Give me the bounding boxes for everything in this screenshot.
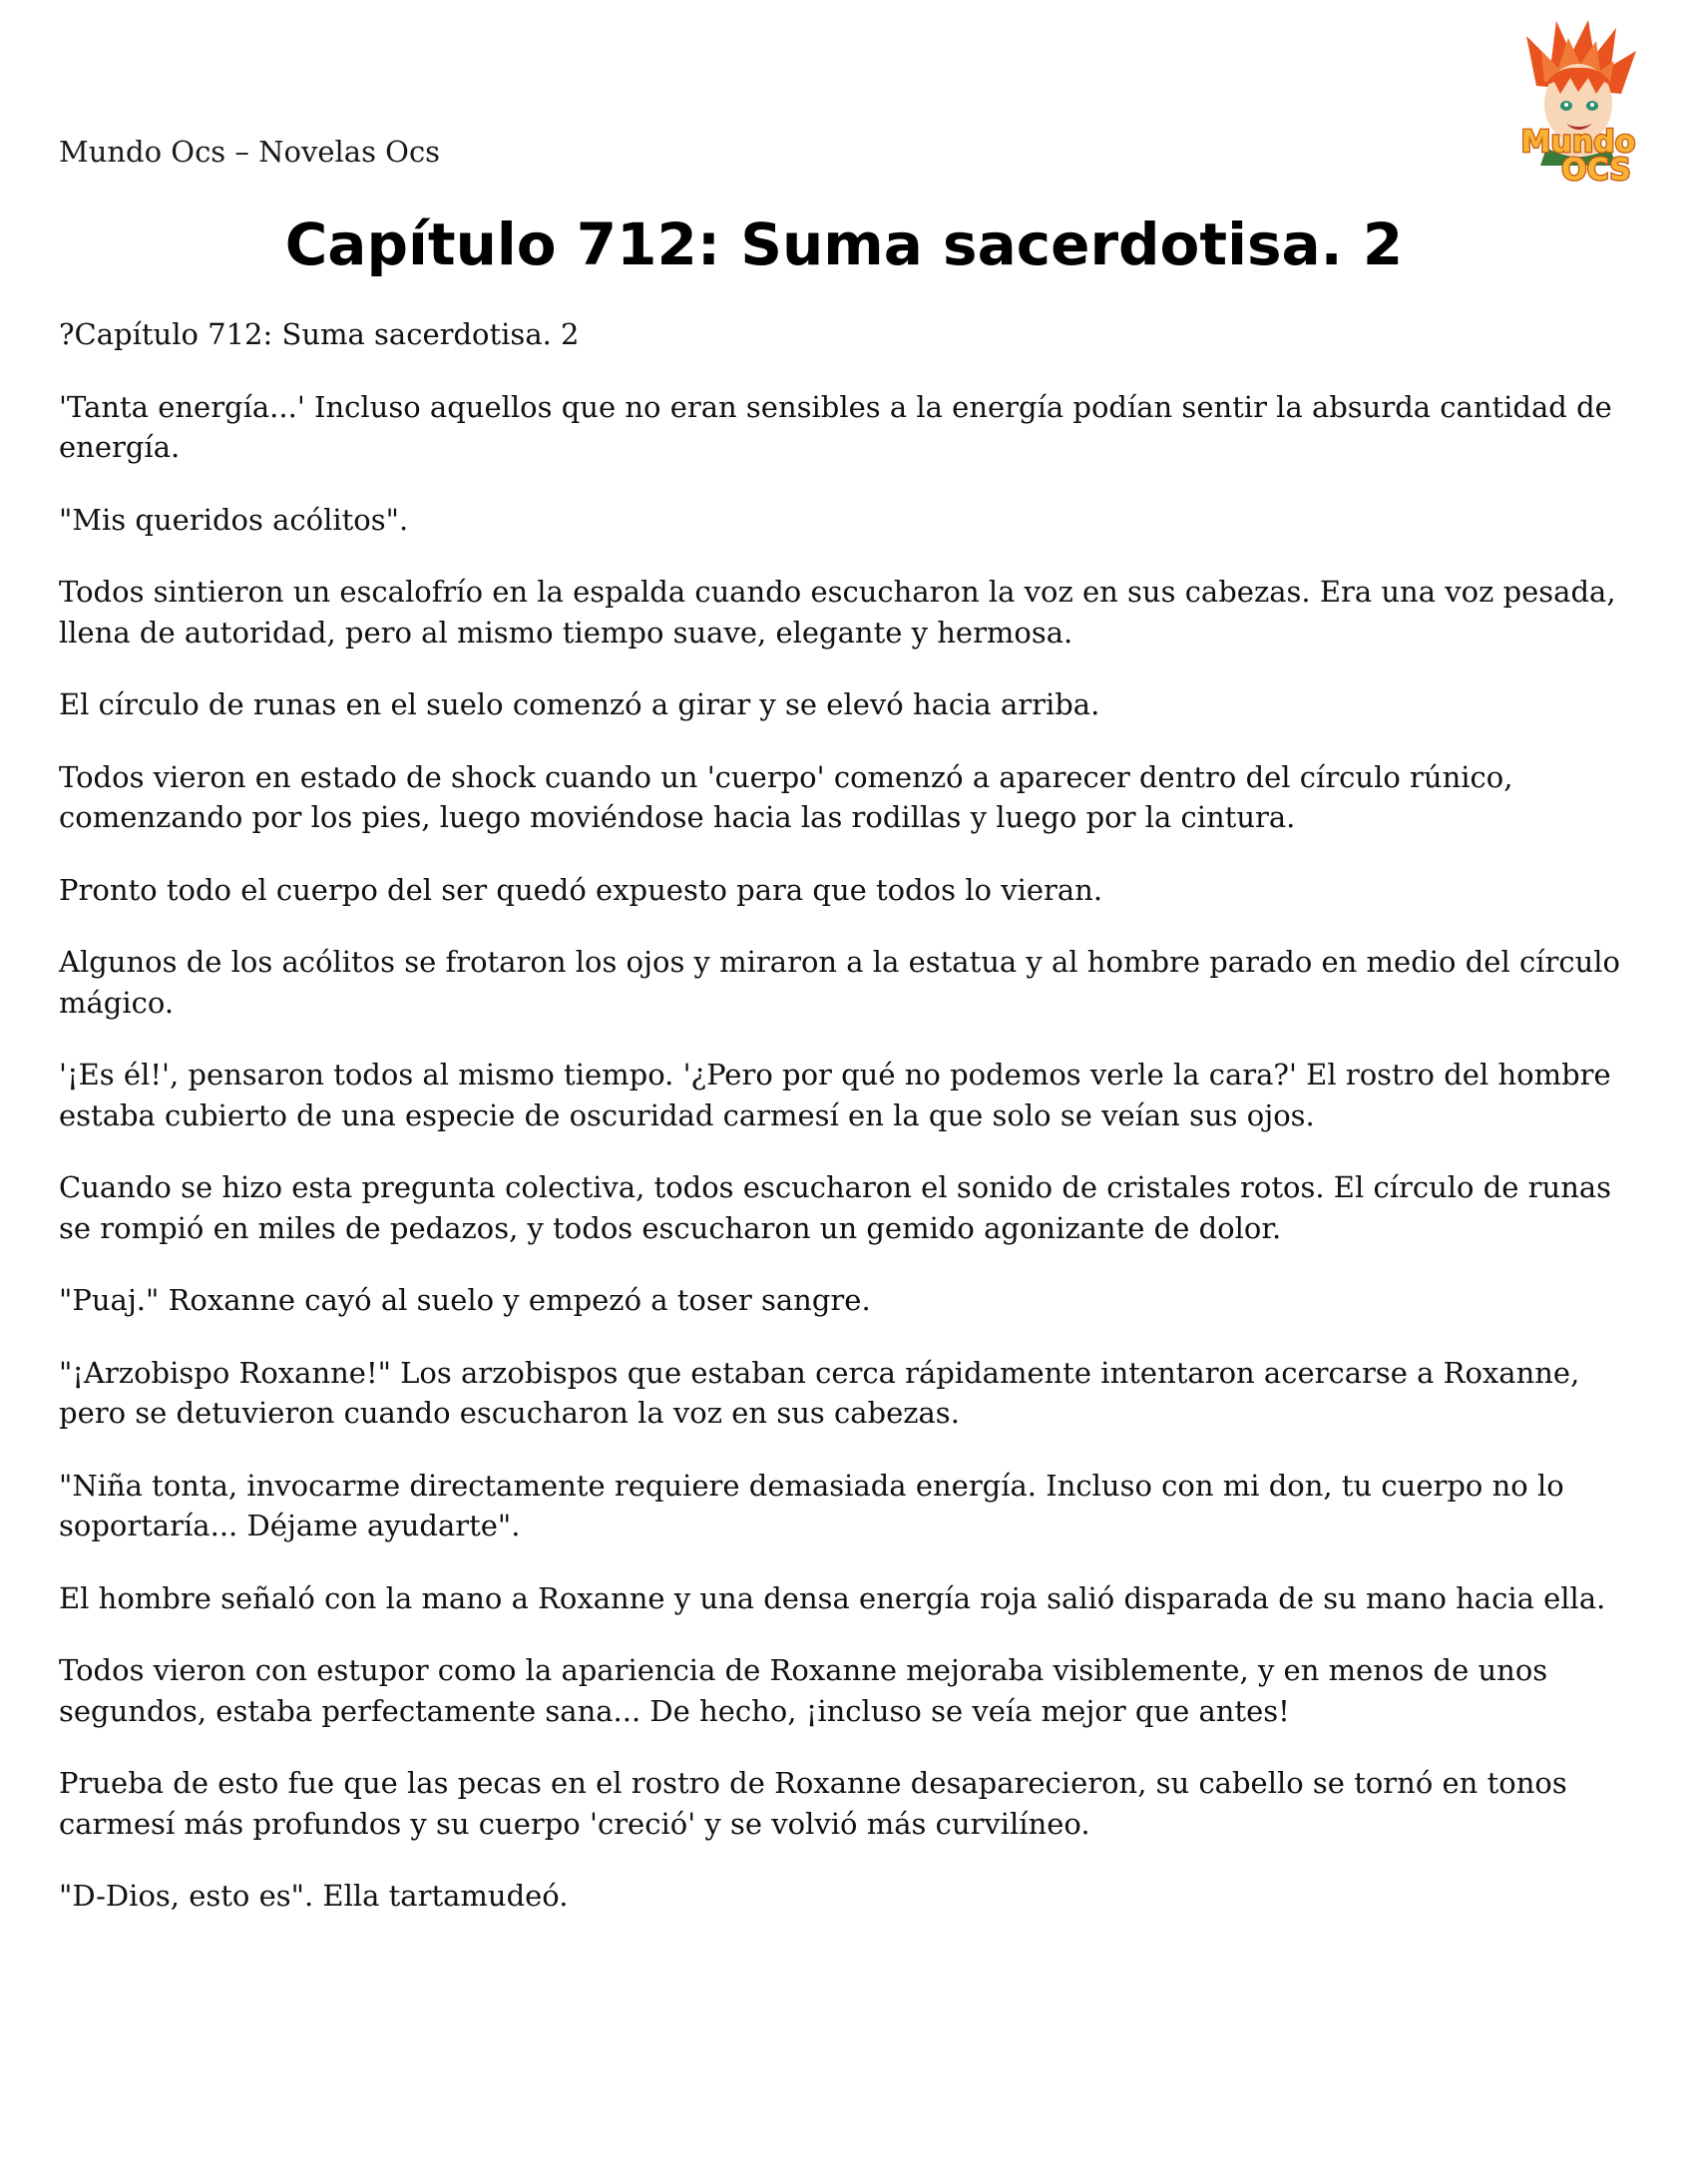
paragraph: Prueba de esto fue que las pecas en el rostro de Roxanne desaparecieron, su cabello se tornó en tonos carmesí más profundos y su cuerpo 'creció' y se volvió más curvilíneo. bbox=[59, 1766, 1567, 1841]
paragraph: Cuando se hizo esta pregunta colectiva, todos escucharon el sonido de cristales rotos. El círculo de runas se rompió en miles de pedazos, y todos escucharon un gemido agonizante de dolor. bbox=[59, 1170, 1612, 1245]
paragraph: ?Capítulo 712: Suma sacerdotisa. 2 bbox=[59, 317, 580, 351]
chapter-body bbox=[59, 314, 1645, 1949]
chapter-title: Capítulo 712: Suma sacerdotisa. 2 bbox=[284, 211, 1404, 278]
svg-text:OCS: OCS bbox=[1561, 153, 1631, 186]
paragraph: "Niña tonta, invocarme directamente requiere demasiada energía. Incluso con mi don, tu cuerpo no lo soportaría... Déjame ayudarte". bbox=[59, 1468, 1564, 1542]
paragraph: El círculo de runas en el suelo comenzó a girar y se elevó hacia arriba. bbox=[59, 687, 1100, 721]
paragraph: 'Tanta energía...' Incluso aquellos que no eran sensibles a la energía podían sentir la absurda cantidad de energía. bbox=[59, 389, 1612, 464]
svg-text:Mundo: Mundo bbox=[1520, 125, 1636, 160]
logo-wordmark bbox=[1521, 125, 1636, 186]
paragraph: Todos vieron con estupor como la apariencia de Roxanne mejoraba visiblemente, y en menos de unos segundos, estaba perfectamente sana... De hecho, ¡incluso se veía mejor que antes! bbox=[59, 1653, 1548, 1728]
paragraph: '¡Es él!', pensaron todos al mismo tiempo. '¿Pero por qué no podemos verle la cara?' El rostro del hombre estaba cubierto de una especie de oscuridad carmesí en la que solo se veían sus ojos. bbox=[59, 1058, 1611, 1132]
paragraph: "Puaj." Roxanne cayó al suelo y empezó a toser sangre. bbox=[59, 1283, 871, 1317]
paragraph: Algunos de los acólitos se frotaron los ojos y miraron a la estatua y al hombre parado en medio del círculo mágico. bbox=[59, 945, 1620, 1020]
paragraph: Todos sintieron un escalofrío en la espalda cuando escucharon la voz en sus cabezas. Era una voz pesada, llena de autoridad, pero al mismo tiempo suave, elegante y hermosa. bbox=[59, 575, 1616, 650]
paragraph: "¡Arzobispo Roxanne!" Los arzobispos que estaban cerca rápidamente intentaron acercarse a Roxanne, pero se detuvieron cuando escucharon la voz en sus cabezas. bbox=[59, 1355, 1580, 1430]
mundo-ocs-logo bbox=[1496, 16, 1656, 186]
site-header: Mundo Ocs – Novelas Ocs bbox=[59, 135, 441, 169]
paragraph: Pronto todo el cuerpo del ser quedó expuesto para que todos lo vieran. bbox=[59, 872, 1103, 907]
paragraph: "D-Dios, esto es". Ella tartamudeó. bbox=[59, 1879, 569, 1913]
paragraph: "Mis queridos acólitos". bbox=[59, 502, 409, 537]
paragraph: Todos vieron en estado de shock cuando un 'cuerpo' comenzó a aparecer dentro del círculo rúnico, comenzando por los pies, luego moviéndose hacia las rodillas y luego por la cintura. bbox=[59, 759, 1513, 834]
paragraph: El hombre señaló con la mano a Roxanne y una densa energía roja salió disparada de su mano hacia ella. bbox=[59, 1580, 1606, 1615]
